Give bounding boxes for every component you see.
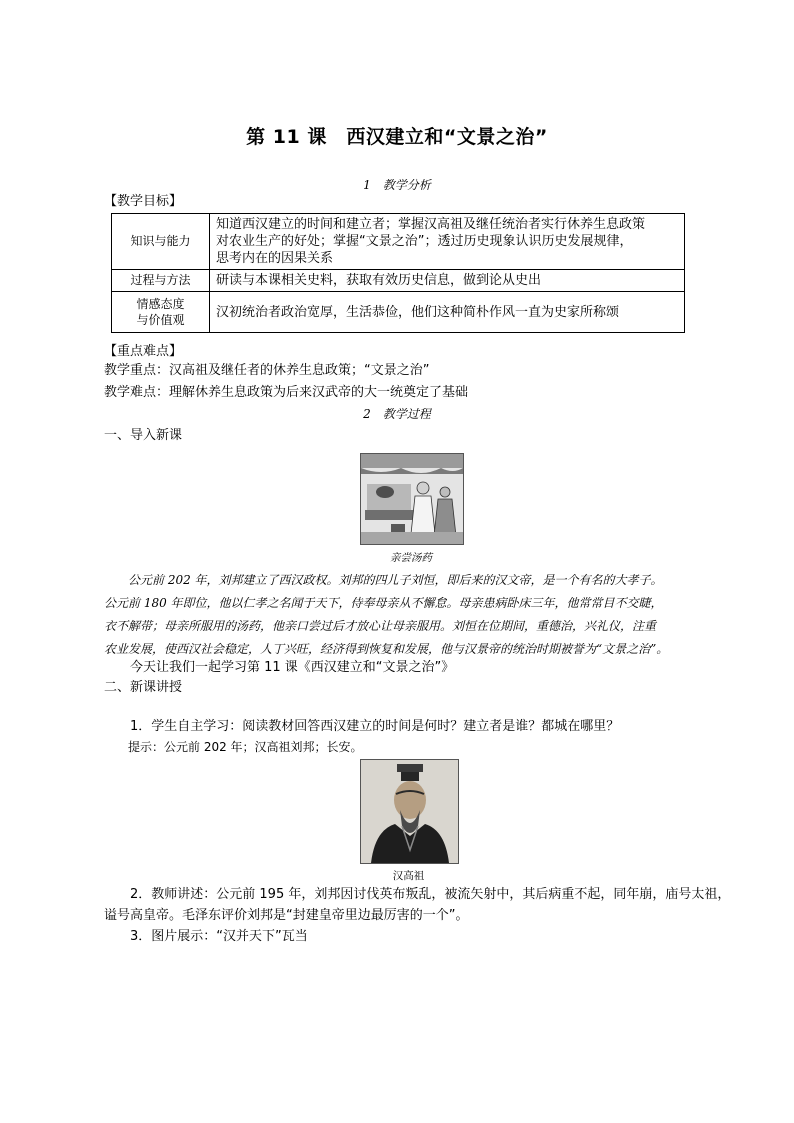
- section-heading-analysis: 1 教学分析: [363, 178, 431, 192]
- transition-text: 今天让我们一起学习第 11 课《西汉建立和“文景之治”》: [104, 660, 455, 675]
- goal-line: 知道西汉建立的时间和建立者；掌握汉高祖及继任统治者实行休养生息政策: [216, 217, 646, 232]
- table-row: [112, 214, 685, 270]
- table-row: [112, 270, 685, 292]
- image-caption: 汉高祖: [392, 870, 425, 882]
- goal-line: 对农业生产的好处；掌握“文景之治”；透过历史现象认识历史发展规律，: [216, 234, 633, 249]
- section-heading-process: 2 教学过程: [363, 407, 431, 421]
- item-2-line: 2．教师讲述：公元前 195 年，刘邦因讨伐英布叛乱，被流矢射中，其后病重不起，同年崩，庙号太祖，: [104, 887, 731, 902]
- illustration-tasting-medicine-art: [361, 454, 463, 544]
- item-3: 3．图片展示：“汉并天下”瓦当: [104, 929, 308, 944]
- goal-label: 知识与能力: [112, 214, 210, 270]
- question-1: 1．学生自主学习：阅读教材回答西汉建立的时间是何时？建立者是谁？都城在哪里？: [104, 719, 620, 734]
- goal-line: 思考内在的因果关系: [216, 251, 334, 266]
- goal-line: 研读与本课相关史料，获取有效历史信息，做到论从史出: [216, 273, 542, 288]
- item-2-line: 谥号高皇帝。毛泽东评价刘邦是“封建皇帝里边最厉害的一个”。: [104, 908, 469, 923]
- story-line: 衣不解带；母亲所服用的汤药，他亲口尝过后才放心让母亲服用。刘恒在位期间，重德治，兴礼仪，注重: [104, 619, 657, 633]
- page-title: 第 11 课 西汉建立和“文景之治”: [246, 126, 548, 148]
- goal-label-line: 情感态度: [136, 297, 185, 311]
- keypoints-heading: 【重点难点】: [104, 344, 183, 359]
- key-point: 教学重点：汉高祖及继任者的休养生息政策；“文景之治”: [104, 363, 430, 378]
- story-line: 公元前 180 年即位，他以仁孝之名闻于天下，侍奉母亲从不懈怠。母亲患病卧床三年，他常常目不交睫，: [104, 596, 663, 610]
- story-line: 公元前 202 年，刘邦建立了西汉政权。刘邦的四儿子刘恒，即后来的汉文帝，是一个有名的大孝子。: [104, 573, 663, 587]
- goal-content: [210, 270, 685, 292]
- image-caption: 亲尝汤药: [390, 552, 432, 564]
- goal-label: 过程与方法: [112, 270, 210, 292]
- intro-heading: 一、导入新课: [104, 428, 183, 443]
- table-row: [112, 292, 685, 333]
- goal-line: 汉初统治者政治宽厚，生活恭俭，他们这种简朴作风一直为史家所称颂: [216, 304, 620, 320]
- goal-label-line: 与价值观: [136, 313, 185, 327]
- goal-label: [112, 292, 210, 333]
- portrait-han-gaozu: [360, 759, 459, 864]
- difficulty: 教学难点：理解休养生息政策为后来汉武帝的大一统奠定了基础: [104, 385, 469, 400]
- story-line: 农业发展，使西汉社会稳定，人丁兴旺，经济得到恢复和发展，他与汉景帝的统治时期被誉为“文景之治”。: [104, 642, 669, 656]
- goal-content: [210, 292, 685, 333]
- question-1-hint: 提示：公元前 202 年；汉高祖刘邦；长安。: [104, 740, 363, 754]
- illustration-tasting-medicine: [360, 453, 464, 545]
- new-lesson-heading: 二、新课讲授: [104, 680, 183, 695]
- teaching-goals-table: [111, 213, 685, 333]
- goal-content: [210, 214, 685, 270]
- goals-heading: 【教学目标】: [104, 194, 183, 209]
- portrait-han-gaozu-art: [361, 760, 458, 863]
